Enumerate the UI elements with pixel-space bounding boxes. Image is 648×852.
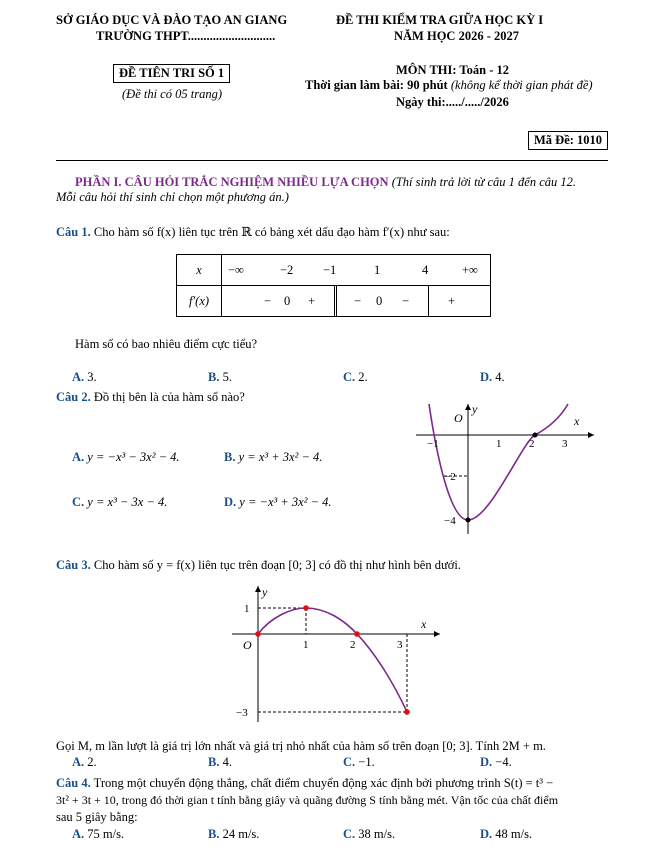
option-letter: D. — [480, 827, 493, 841]
school-year: NĂM HỌC 2026 - 2027 — [394, 29, 519, 43]
q1-option-a[interactable] — [72, 370, 97, 385]
sign-4: 0 — [376, 294, 383, 308]
q2-option-c[interactable] — [72, 495, 167, 510]
signs-cell — [222, 286, 491, 317]
x-val-3: 1 — [374, 263, 381, 277]
q4-line3: sau 5 giây bằng: — [56, 810, 138, 824]
q3-option-a[interactable] — [72, 755, 97, 770]
q1-option-d[interactable] — [480, 370, 505, 385]
exam-time — [305, 78, 593, 93]
q3-stem — [56, 558, 461, 573]
option-text: 3. — [87, 370, 97, 384]
q1-option-c[interactable] — [343, 370, 368, 385]
q2-graph — [410, 398, 600, 538]
option-text: 38 m/s. — [358, 827, 396, 841]
sign-table — [176, 254, 491, 317]
q3-graph — [226, 582, 446, 724]
origin-label: O — [243, 638, 252, 652]
option-text: 75 m/s. — [87, 827, 125, 841]
time-note: (không kể thời gian phát đề) — [447, 78, 593, 92]
start-point — [255, 631, 261, 637]
exam-code: Mã Đề: 1010 — [528, 131, 608, 150]
x-val-1: −2 — [280, 263, 294, 277]
subject: MÔN THI: Toán - 12 — [396, 63, 509, 77]
y-axis-arrow — [255, 586, 261, 592]
option-letter: C. — [343, 370, 356, 384]
option-text: 24 m/s. — [222, 827, 260, 841]
q1-option-b[interactable] — [208, 370, 232, 385]
min-point — [404, 709, 410, 715]
tick-x-2: 2 — [350, 639, 356, 651]
q1-question: Hàm số có bao nhiêu điểm cực tiểu? — [75, 337, 258, 351]
tick-x-3: 3 — [562, 438, 568, 450]
option-letter: A. — [72, 370, 85, 384]
option-text: y = −x³ + 3x² − 4. — [239, 495, 332, 509]
exam-tag: ĐỀ TIÊN TRI SỐ 1 — [113, 64, 230, 83]
time-bold: Thời gian làm bài: 90 phút — [305, 78, 448, 92]
sign-2: + — [308, 294, 316, 308]
exam-title: ĐỀ THI KIỂM TRA GIỮA HỌC KỲ I — [336, 13, 544, 27]
q4-option-d[interactable] — [480, 827, 532, 842]
max-point — [303, 605, 309, 611]
q1-label: Câu 1. — [56, 225, 91, 239]
tick-x-1: 1 — [303, 639, 309, 651]
option-letter: A. — [72, 755, 85, 769]
option-text: y = x³ + 3x² − 4. — [238, 450, 323, 464]
option-text: 4. — [495, 370, 505, 384]
tick-y-1: 1 — [244, 603, 250, 615]
option-text: 5. — [222, 370, 232, 384]
x-axis-arrow — [434, 631, 440, 637]
tick-x-1: 1 — [496, 438, 502, 450]
option-letter: C. — [343, 827, 356, 841]
part1-title: PHẦN I. CÂU HỎI TRẮC NGHIỆM NHIỀU LỰA CHỌN — [75, 175, 389, 189]
sign-1: 0 — [284, 294, 291, 308]
q4-line1: Trong một chuyển động thẳng, chất điểm chuyển động xác định bởi phương trình S(t) = t³ − — [93, 776, 554, 790]
y-label: y — [472, 402, 478, 416]
page-count: (Đề thi có 05 trang) — [122, 87, 222, 101]
option-letter: A. — [72, 827, 85, 841]
part1-note: (Thí sinh trả lời từ câu 1 đến câu 12. — [388, 175, 577, 189]
option-letter: C. — [72, 495, 85, 509]
option-letter: A. — [72, 450, 85, 464]
q3-curve — [258, 608, 407, 712]
option-letter: B. — [208, 370, 220, 384]
y-axis-arrow — [465, 404, 471, 410]
department-name: SỞ GIÁO DỤC VÀ ĐÀO TẠO AN GIANG — [56, 13, 288, 27]
x-axis-arrow — [588, 432, 594, 438]
q2-option-b[interactable] — [224, 450, 322, 465]
cell-divider — [428, 286, 429, 316]
origin-label: O — [454, 411, 463, 425]
option-text: y = −x³ − 3x² − 4. — [87, 450, 180, 464]
option-text: −1. — [358, 755, 375, 769]
option-letter: D. — [224, 495, 237, 509]
x-label: x — [574, 414, 580, 428]
min-point — [466, 518, 471, 523]
x-label: x — [177, 255, 222, 286]
option-letter: B. — [208, 827, 220, 841]
q2-label: Câu 2. — [56, 390, 91, 404]
x-val-4: 4 — [422, 263, 429, 277]
sign-6: + — [448, 294, 456, 308]
q2-option-d[interactable] — [224, 495, 332, 510]
option-letter: B. — [224, 450, 236, 464]
q2-stem — [56, 390, 245, 405]
x-val-0: −∞ — [228, 263, 244, 277]
q3-label: Câu 3. — [56, 558, 91, 572]
sign-0: − — [264, 294, 272, 308]
option-letter: B. — [208, 755, 220, 769]
tick-y-neg3: −3 — [236, 707, 248, 719]
q3-text: Cho hàm số y = f(x) liên tục trên đoạn [0; 3] có đồ thị như hình bên dưới. — [93, 558, 461, 572]
q4-option-b[interactable] — [208, 827, 259, 842]
q3-option-d[interactable] — [480, 755, 512, 770]
tick-x-neg1: −1 — [427, 438, 439, 450]
undefined-bar — [334, 286, 337, 316]
max-point — [533, 433, 538, 438]
divider — [56, 160, 608, 161]
option-text: 2. — [358, 370, 368, 384]
tick-x-2: 2 — [529, 438, 535, 450]
exam-date: Ngày thi:...../...../2026 — [396, 95, 509, 109]
option-text: 4. — [222, 755, 232, 769]
x-label: x — [421, 617, 427, 631]
x-values-cell — [222, 255, 491, 286]
option-text: 48 m/s. — [495, 827, 533, 841]
y-label: y — [262, 585, 268, 599]
q2-text: Đồ thị bên là của hàm số nào? — [93, 390, 245, 404]
q4-stem — [56, 776, 553, 791]
x-val-5: +∞ — [462, 263, 478, 277]
sign-3: − — [354, 294, 362, 308]
part1-heading — [75, 175, 576, 190]
q3-option-b[interactable] — [208, 755, 232, 770]
option-text: y = x³ − 3x − 4. — [87, 495, 168, 509]
q4-line2: 3t² + 3t + 10, trong đó thời gian t tính bằng giây và quãng đường S tính bằng mét. Vận tốc của chất điểm — [56, 793, 559, 807]
option-letter: D. — [480, 370, 493, 384]
option-letter: D. — [480, 755, 493, 769]
q4-label: Câu 4. — [56, 776, 91, 790]
q3-option-c[interactable] — [343, 755, 375, 770]
q1-stem — [56, 224, 450, 240]
q1-text: Cho hàm số f(x) liên tục trên ℝ có bảng xét dấu đạo hàm f′(x) như sau: — [93, 225, 450, 239]
q3-question: Gọi M, m lần lượt là giá trị lớn nhất và giá trị nhỏ nhất của hàm số trên đoạn [0; 3]. Tính 2M + m. — [56, 739, 546, 753]
option-letter: C. — [343, 755, 356, 769]
x-val-2: −1 — [323, 263, 337, 277]
option-text: 2. — [87, 755, 97, 769]
school-name: TRƯỜNG THPT............................ — [96, 29, 276, 43]
q4-option-a[interactable] — [72, 827, 124, 842]
sign-5: − — [402, 294, 410, 308]
part1-note2: Mỗi câu hỏi thí sinh chỉ chọn một phương án.) — [56, 190, 289, 204]
option-text: −4. — [495, 755, 512, 769]
zero-point — [354, 631, 360, 637]
q2-curve — [429, 404, 568, 520]
tick-y-neg2: −2 — [444, 471, 456, 483]
fp-label: f′(x) — [177, 286, 222, 317]
q4-option-c[interactable] — [343, 827, 395, 842]
q2-option-a[interactable] — [72, 450, 180, 465]
tick-x-3: 3 — [397, 639, 403, 651]
tick-y-neg4: −4 — [444, 515, 456, 527]
